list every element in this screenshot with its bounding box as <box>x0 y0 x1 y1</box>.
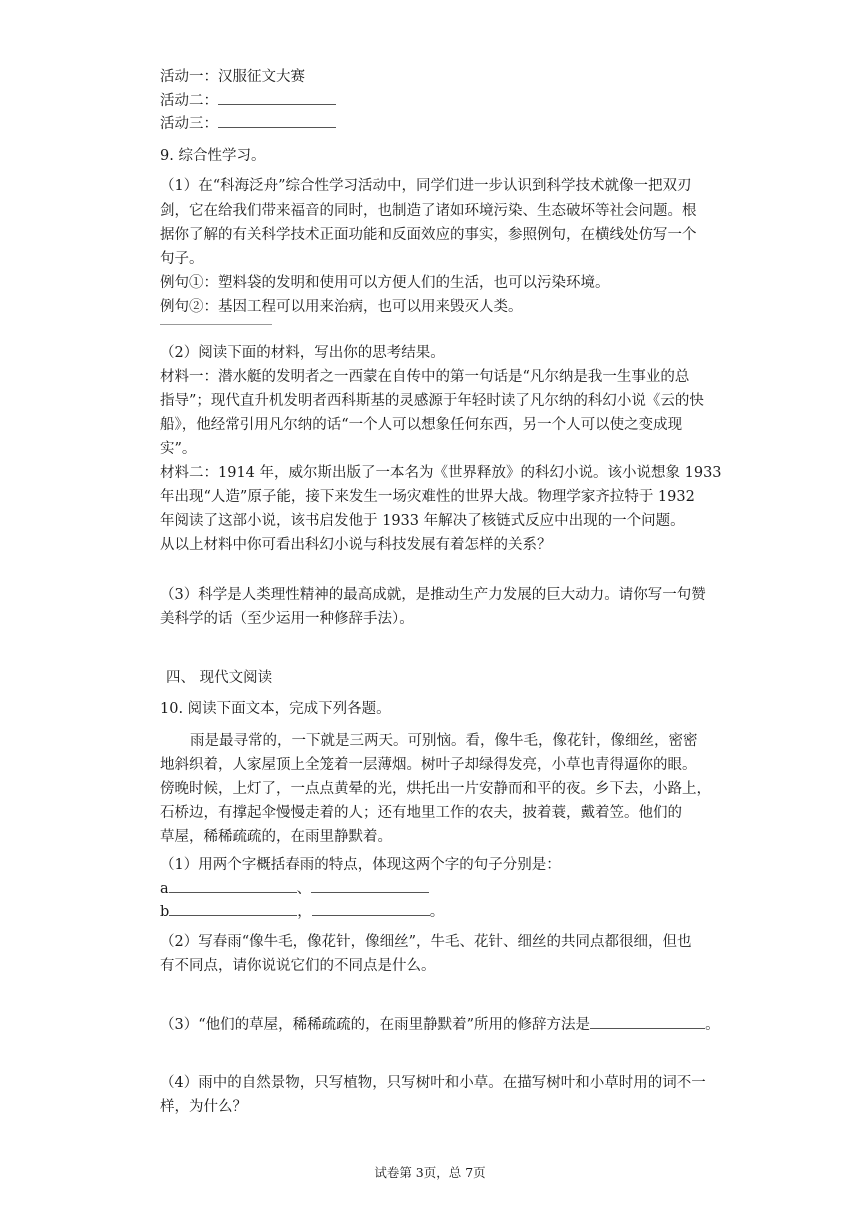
q10-sub4-line: 样，为什么？ <box>160 1099 247 1115</box>
answer-line[interactable] <box>160 324 272 325</box>
answer-blank[interactable] <box>312 901 430 916</box>
q10-sub2-line: （2）写春雨“像牛毛，像花针，像细丝”，牛毛、花针、细丝的共同点都很细，但也 <box>160 934 692 950</box>
answer-blank[interactable] <box>169 901 297 916</box>
section-heading: 四、 现代文阅读 <box>166 670 273 686</box>
q10-sub1-answer-a <box>160 878 429 900</box>
q9-part3-line: （3）科学是人类理性精神的最高成就，是推动生产力发展的巨大动力。请你写一句赞 <box>160 587 706 603</box>
separator: ， <box>297 904 312 920</box>
q10-sub2-line: 有不同点，请你说说它们的不同点是什么。 <box>160 958 436 974</box>
passage-line: 地斜织着，人家屋顶上全笼着一层薄烟。树叶子却绿得发亮，小草也青得逼你的眼。 <box>160 757 697 773</box>
material-2-line: 年出现“人造”原子能，接下来发生一场灾难性的世界大战。物理学家齐拉特于 1932 <box>160 489 695 505</box>
material-2-line: 材料二：1914 年，威尔斯出版了一本名为《世界释放》的科幻小说。该小说想象 1933 <box>160 465 722 481</box>
question-9-title: 9. 综合性学习。 <box>160 148 266 164</box>
activity-2-label: 活动二： <box>160 93 218 109</box>
q10-sub1-answer-b <box>160 901 444 923</box>
answer-blank[interactable] <box>590 1014 705 1029</box>
example-sentence-2: 例句②：基因工程可以用来治病，也可以用来毁灭人类。 <box>160 299 523 315</box>
answer-blank[interactable] <box>218 90 336 105</box>
page-footer: 试卷第 3页，总 7页 <box>374 1165 486 1180</box>
question-10-title: 10. 阅读下面文本，完成下列各题。 <box>160 701 391 717</box>
q9-part3-line: 美科学的话（至少运用一种修辞手法）。 <box>160 611 414 627</box>
period: 。 <box>705 1017 720 1033</box>
material-1-line: 指导”；现代直升机发明者西科斯基的灵感源于年轻时读了凡尔纳的科幻小说《云的快 <box>160 393 704 409</box>
answer-blank[interactable] <box>311 878 429 893</box>
material-1-line: 船》，他经常引用凡尔纳的话“一个人可以想象任何东西，另一个人可以使之变成现 <box>160 417 683 433</box>
answer-blank[interactable] <box>169 878 297 893</box>
activity-3 <box>160 113 336 135</box>
example-sentence-1: 例句①：塑料袋的发明和使用可以方便人们的生活，也可以污染环境。 <box>160 275 610 291</box>
q10-sub1: （1）用两个字概括春雨的特点，体现这两个字的句子分别是： <box>160 857 561 873</box>
q10-sub4-line: （4）雨中的自然景物，只写植物，只写树叶和小草。在描写树叶和小草时用的词不一 <box>160 1075 706 1091</box>
q10-sub3 <box>160 1014 720 1036</box>
label-b: b <box>160 904 170 920</box>
passage-line: 草屋，稀稀疏疏的，在雨里静默着。 <box>160 829 392 845</box>
q9-part2-question: 从以上材料中你可看出科幻小说与科技发展有着怎样的关系？ <box>160 537 552 553</box>
q10-sub3-text: （3）“他们的草屋，稀稀疏疏的，在雨里静默着”所用的修辞方法是 <box>160 1017 591 1033</box>
answer-blank[interactable] <box>218 113 336 128</box>
activity-1: 活动一：汉服征文大赛 <box>160 69 305 85</box>
activity-3-label: 活动三： <box>160 116 218 132</box>
material-1-line: 材料一：潜水艇的发明者之一西蒙在自传中的第一句话是“凡尔纳是我一生事业的总 <box>160 369 690 385</box>
q9-part1-line: 据你了解的有关科学技术正面功能和反面效应的事实，参照例句，在横线处仿写一个 <box>160 227 697 243</box>
label-a: a <box>160 881 169 897</box>
separator: 、 <box>296 881 312 897</box>
period: 。 <box>429 904 445 920</box>
q9-part1-line: 剑，它在给我们带来福音的同时，也制造了诸如环境污染、生态破坏等社会问题。根 <box>160 203 697 219</box>
passage-line: 雨是最寻常的，一下就是三两天。可别恼。看，像牛毛，像花针，像细丝，密密 <box>190 733 698 749</box>
material-2-line: 年阅读了这部小说，该书启发他于 1933 年解决了核链式反应中出现的一个问题。 <box>160 513 685 529</box>
q9-part1-line: 句子。 <box>160 251 204 267</box>
q9-part1-line: （1）在“科海泛舟”综合性学习活动中，同学们进一步认识到科学技术就像一把双刃 <box>160 178 692 194</box>
passage-line: 傍晚时候，上灯了，一点点黄晕的光，烘托出一片安静而和平的夜。乡下去，小路上， <box>160 781 711 797</box>
activity-2 <box>160 90 336 112</box>
material-1-line: 实”。 <box>160 441 197 457</box>
passage-line: 石桥边，有撑起伞慢慢走着的人；还有地里工作的农夫，披着蓑，戴着笠。他们的 <box>160 805 682 821</box>
q9-part2-intro: （2）阅读下面的材料，写出你的思考结果。 <box>160 345 445 361</box>
